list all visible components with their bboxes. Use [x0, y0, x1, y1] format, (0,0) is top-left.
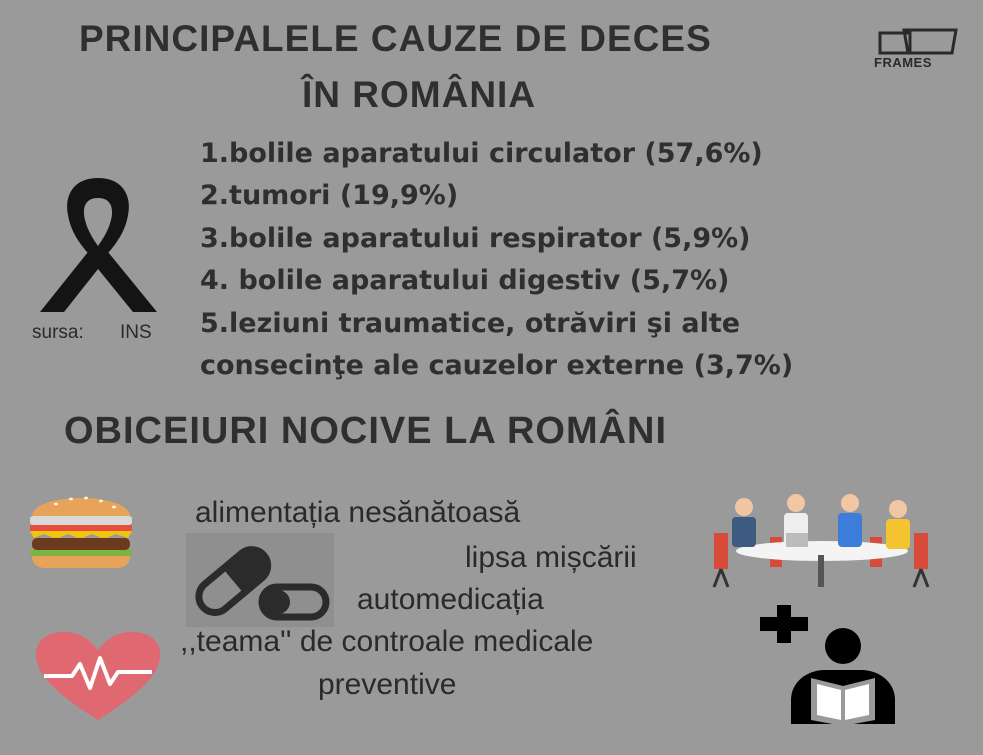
habit-item-1: alimentația nesănătoasă	[195, 496, 521, 529]
page-title-line1: PRINCIPALELE CAUZE DE DECES	[79, 18, 712, 59]
cause-item-3: 3.bolile aparatului respirator (5,9%)	[200, 223, 751, 254]
cause-item-4: 4. bolile aparatului digestiv (5,7%)	[200, 265, 730, 296]
habits-title: OBICEIURI NOCIVE LA ROMÂNI	[64, 410, 668, 452]
cause-item-5: 5.leziuni traumatice, otrăviri şi alte	[200, 308, 741, 339]
logo-text: FRAMES	[874, 55, 932, 70]
page-title-line2: ÎN ROMÂNIA	[302, 74, 537, 115]
habit-item-4: ,,teama'' de controale medicale	[180, 625, 594, 658]
frames-logo	[874, 27, 962, 71]
cause-item-1: 1.bolile aparatului circulator (57,6%)	[200, 138, 763, 169]
habit-item-3: automedicația	[357, 583, 544, 616]
source-value: INS	[120, 322, 152, 343]
habit-item-4-continued: preventive	[318, 668, 457, 701]
mourning-ribbon-icon	[36, 170, 161, 320]
cause-item-2: 2.tumori (19,9%)	[200, 180, 459, 211]
frames-logo-icon	[874, 27, 962, 57]
pill-icon	[186, 533, 334, 627]
heart-pulse-icon	[34, 630, 162, 722]
cause-item-5-continued: consecinţe ale cauzelor externe (3,7%)	[200, 350, 794, 381]
habit-item-2: lipsa mișcării	[465, 541, 637, 574]
people-at-table-icon	[710, 493, 932, 591]
person-reading-icon	[777, 626, 909, 726]
source-label: sursa:	[32, 322, 84, 343]
burger-icon	[26, 486, 136, 570]
